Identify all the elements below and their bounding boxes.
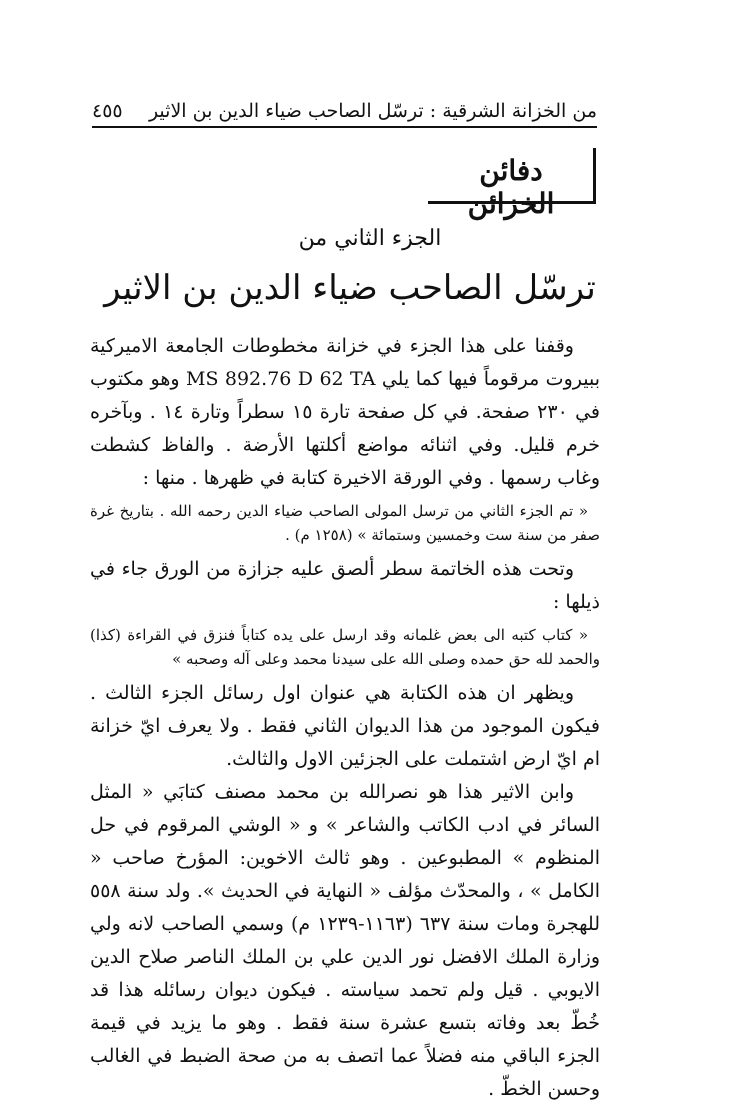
paragraph-1: وقفنا على هذا الجزء في خزانة مخطوطات الجامعة الاميركية ببيروت مرقوماً فيها كما يلي MS 892.76 D 62 TA وهو مكتوب في ٢٣٠ صفحة. في كل صفحة تارة ١٥ سطراً وتارة ١٤ . وبآخره خرم قليل. وفي اثنائه مواضع أكلتها الأرضة . والفاظ كشطت وغاب رسمها . وفي الورقة الاخيرة كتابة في ظهرها . منها :	[90, 335, 600, 489]
page-number: ٤٥٥	[92, 100, 123, 122]
paragraph-4: وابن الاثير هذا هو نصرالله بن محمد مصنف كتابَي « المثل السائر في ادب الكاتب والشاعر » و « الوشي المرقوم في حل المنظوم » المطبوعين . وهو ثالث الاخوين: المؤرخ صاحب « الكامل » ، والمحدّث مؤلف « النهاية في الحديث ». ولد سنة ٥٥٨ للهجرة ومات سنة ٦٣٧ (١١٦٣-١٢٣٩ م) وسمي الصاحب لانه ولي وزارة الملك الافضل نور الدين علي بن الملك الناصر صلاح الدين الايوبي . قيل ولم تحمد سياسته . فيكون ديوان رسائله هذا قد خُطّ بعد وفاته بتسع عشرة سنة فقط . وهو ما يزيد في قيمة الجزء الباقي منه فضلاً عما اتصف به من صحة الضبط في الغالب وحسن الخطّ .	[90, 781, 601, 1100]
paragraph-2: وتحت هذه الخاتمة سطر ألصق عليه جزازة من الورق جاء في ذيلها :	[90, 558, 600, 613]
quote-colophon: « تم الجزء الثاني من ترسل المولى الصاحب ضياء الدين رحمه الله . بتاريخ غرة صفر من سنة ست وخمسين وستمائة » (١٢٥٨ م) .	[90, 502, 600, 544]
work-title: ترسّل الصاحب ضياء الدين بن الاثير	[104, 268, 596, 308]
quote-slip: « كتاب كتبه الى بعض غلمانه وقد ارسل على يده كتاباً فنزق في القراءة (كذا) والحمد لله حق حمده وصلى الله على سيدنا محمد وعلى آله وصحبه »	[90, 626, 600, 668]
part-subtitle: الجزء الثاني من	[298, 226, 442, 251]
article-body	[90, 330, 600, 1106]
paragraph-3: ويظهر ان هذه الكتابة هي عنوان اول رسائل الجزء الثالث . فيكون الموجود من هذا الديوان الثاني فقط . ولا يعرف ايّ خزانة ام ايّ ارض اشتملت على الجزئين الاول والثالث.	[90, 682, 600, 770]
running-title: من الخزانة الشرقية : ترسّل الصاحب ضياء الدين بن الاثير	[148, 100, 597, 122]
running-header	[92, 82, 597, 128]
section-title: دفائن الخزائن	[467, 154, 555, 220]
